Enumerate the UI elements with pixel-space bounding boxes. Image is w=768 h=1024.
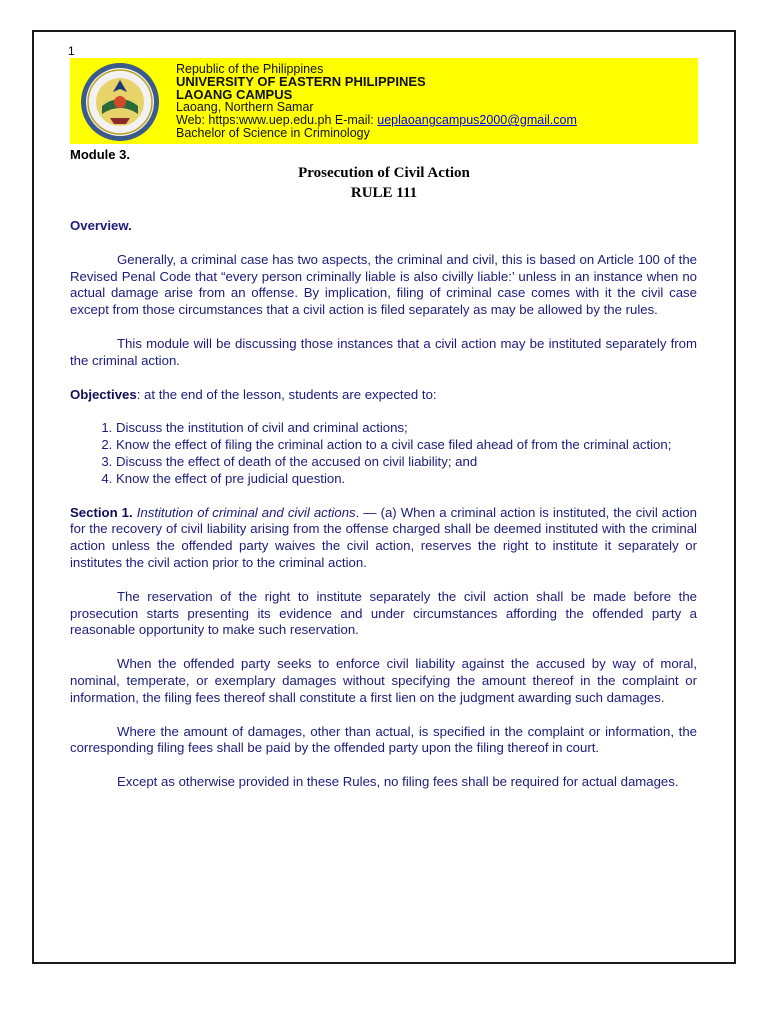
header-text — [176, 63, 577, 140]
section1-label: Section 1. — [70, 504, 133, 520]
objective-item: 1. Discuss the institution of civil and criminal actions; — [116, 420, 697, 437]
header-address: Laoang, Northern Samar — [176, 100, 314, 115]
university-seal-icon — [80, 62, 160, 142]
objectives-list — [70, 420, 697, 487]
module-label: Module 3. — [70, 147, 130, 162]
section1-title: Institution of criminal and civil actions — [136, 504, 356, 520]
overview-paragraph-2: This module will be discussing those instances that a civil action may be instituted separately from the criminal action. — [70, 335, 697, 368]
objectives-label: Objectives — [70, 386, 137, 402]
section1-paragraph-2: The reservation of the right to institute separately the civil action shall be made before the prosecution starts presenting its evidence and under circumstances affording the offended party a reasonable opportunity to make such reservation. — [70, 588, 697, 638]
title-line1: Prosecution of Civil Action — [298, 165, 470, 181]
objective-item: 2. Know the effect of filing the criminal action to a civil case filed ahead of from the criminal action; — [116, 437, 697, 454]
title-line2: RULE 111 — [350, 185, 418, 201]
overview-paragraph-1: Generally, a criminal case has two aspects, the criminal and civil, this is based on Article 100 of the Revised Penal Code that “every person criminally liable is also civilly liable:’ unless in an instance when no actual damage arise from an offense. By implication, filing of criminal case comes with it the civil case except from those circumstances that a civil action is filed separately as may be allowed by the rules. — [70, 251, 697, 318]
objectives-intro — [70, 387, 697, 404]
header-republic: Republic of the Philippines — [176, 62, 324, 76]
section1-text: . — (a) When a criminal action is instituted, the civil action for the recovery of civil liability arising from the offense charged shall be deemed instituted with the criminal action unless the offended party waives the civil action, reserves the right to institute it separately or institutes the civil action prior to the criminal action. — [70, 504, 697, 570]
objective-item: 4. Know the effect of pre judicial question. — [116, 471, 697, 488]
section1-paragraph-3: When the offended party seeks to enforce civil liability against the accused by way of moral, nominal, temperate, or exemplary damages without specifying the amount thereof in the complaint or information, the filing fees thereof shall constitute a first lien on the judgment awarding such damages. — [70, 656, 697, 705]
section1-paragraph-5: Except as otherwise provided in these Rules, no filing fees shall be required for actual damages. — [117, 774, 679, 790]
section1-paragraph-1 — [70, 505, 697, 572]
document-body — [70, 218, 697, 808]
header-campus: LAOANG CAMPUS — [176, 86, 293, 102]
header-email-link[interactable]: ueplaoangcampus2000@gmail.com — [377, 113, 577, 128]
objective-item: 3. Discuss the effect of death of the accused on civil liability; and — [116, 454, 697, 471]
section1-paragraph-4: Where the amount of damages, other than actual, is specified in the complaint or information, the corresponding filing fees shall be paid by the offended party upon the filing thereof in court. — [70, 723, 697, 756]
objectives-intro-text: : at the end of the lesson, students are expected to: — [136, 386, 437, 402]
header-program: Bachelor of Science in Criminology — [176, 125, 370, 140]
header-university: UNIVERSITY OF EASTERN PHILIPPINES — [176, 73, 426, 89]
overview-heading: Overview. — [70, 218, 132, 233]
page-number: 1 — [68, 44, 75, 58]
header-web-prefix: Web: https:www.uep.edu.ph E-mail: — [176, 113, 378, 128]
